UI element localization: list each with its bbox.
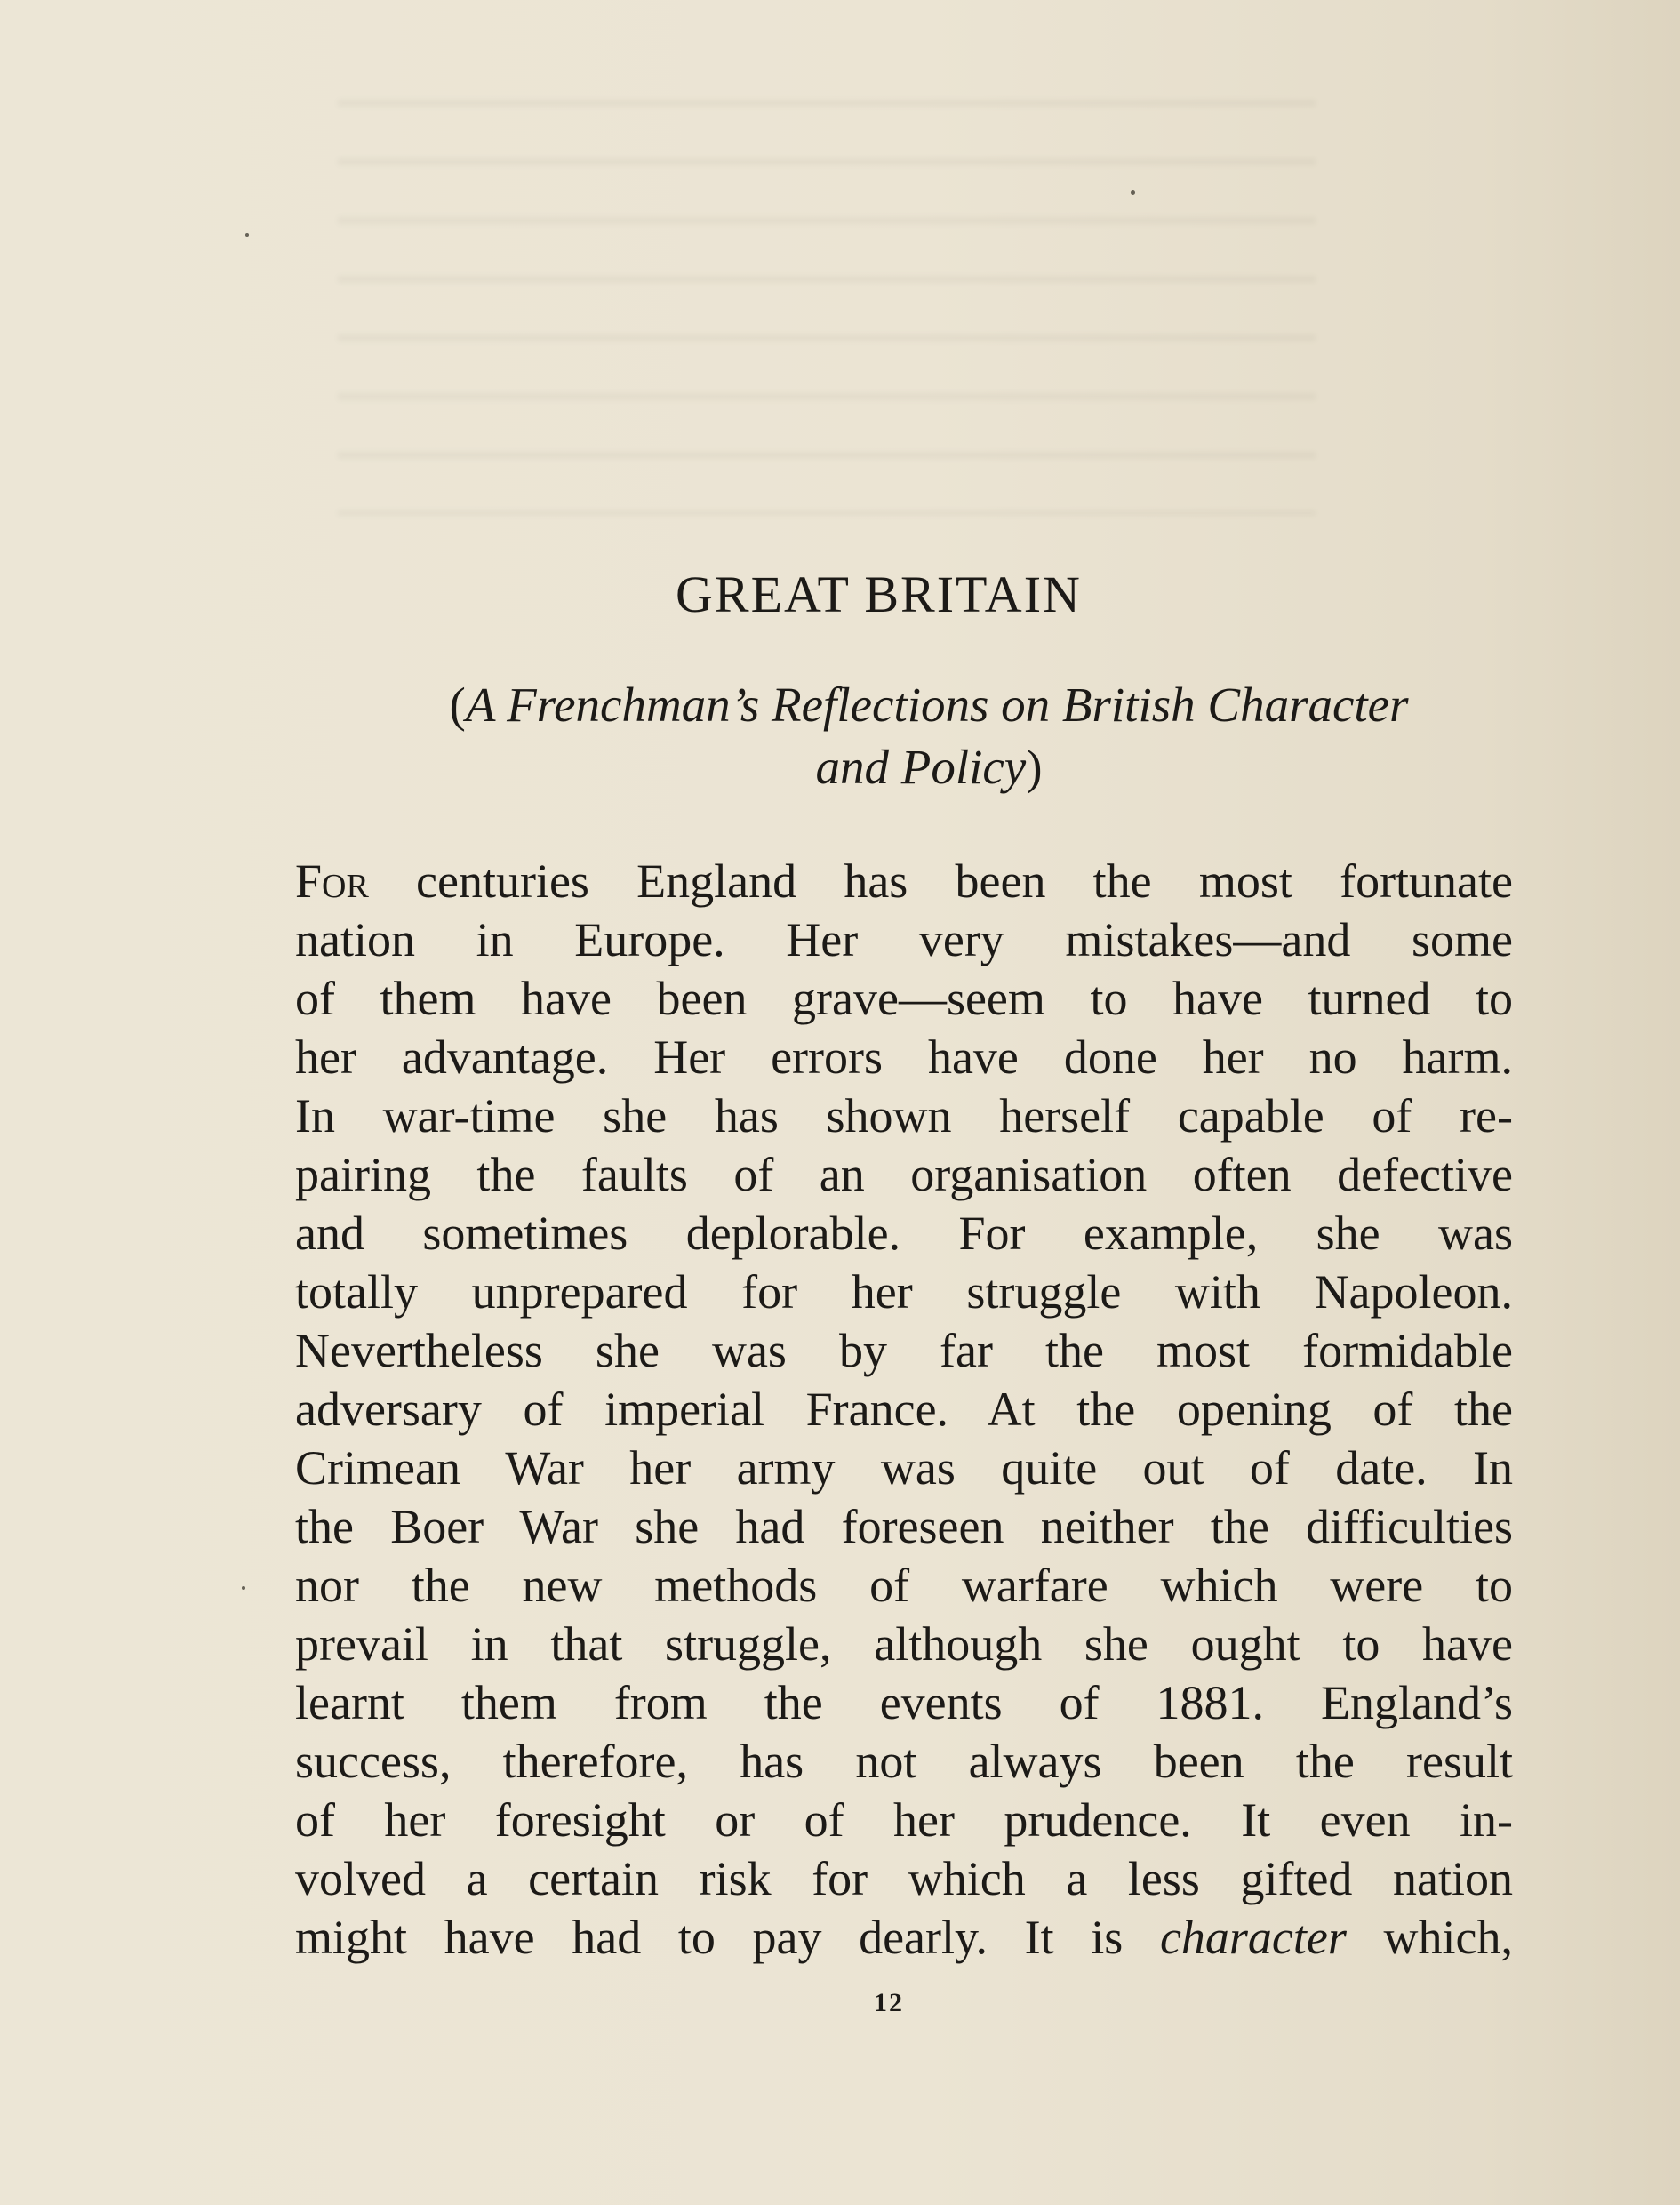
emphasis-word: character [1159,1911,1347,1964]
text-line: volved a certain risk for which a less gifted nation [295,1852,1513,1905]
text-line: totally unprepared for her struggle with Napoleon. [295,1265,1513,1319]
paper-speck [1131,190,1135,195]
text-line: For centuries England has been the most fortunate [295,854,1513,908]
text-line: nation in Europe. Her very mistakes—and some [295,913,1513,966]
paper-speck [242,1586,245,1590]
paper-speck [245,233,249,237]
text-line: In war-time she has shown herself capable of re- [295,1089,1513,1143]
text-line: adversary of imperial France. At the opening of the [295,1383,1513,1436]
chapter-title: GREAT BRITAIN [676,565,1082,623]
chapter-subtitle [356,674,1502,798]
text-line: her advantage. Her errors have done her no harm. [295,1030,1513,1084]
text-line: Nevertheless she was by far the most formidable [295,1324,1513,1377]
text-line: of her foresight or of her prudence. It even in- [295,1793,1513,1847]
text-line: of them have been grave—seem to have turned to [295,972,1513,1025]
text-line: Crimean War her army was quite out of date. In [295,1441,1513,1495]
text-line: prevail in that struggle, although she ought to have [295,1617,1513,1671]
opening-word: For [295,854,369,908]
text-line: the Boer War she had foreseen neither the difficulties [295,1500,1513,1553]
text-line: and sometimes deplorable. For example, she was [295,1207,1513,1260]
subtitle-line-1: (A Frenchman’s Reflections on British Character [449,678,1409,732]
text-line: pairing the faults of an organisation often defective [295,1148,1513,1201]
text-line: nor the new methods of warfare which were to [295,1559,1513,1612]
page-number: 12 [874,1988,904,2017]
subtitle-line-2: and Policy) [815,740,1043,794]
text-line: might have had to pay dearly. It is character which, [295,1911,1514,1964]
body-paragraph [295,852,1513,1967]
bleed-through-shadow [338,53,1316,516]
text-line: success, therefore, has not always been the result [295,1735,1513,1788]
text-line: learnt them from the events of 1881. England’s [295,1676,1513,1729]
